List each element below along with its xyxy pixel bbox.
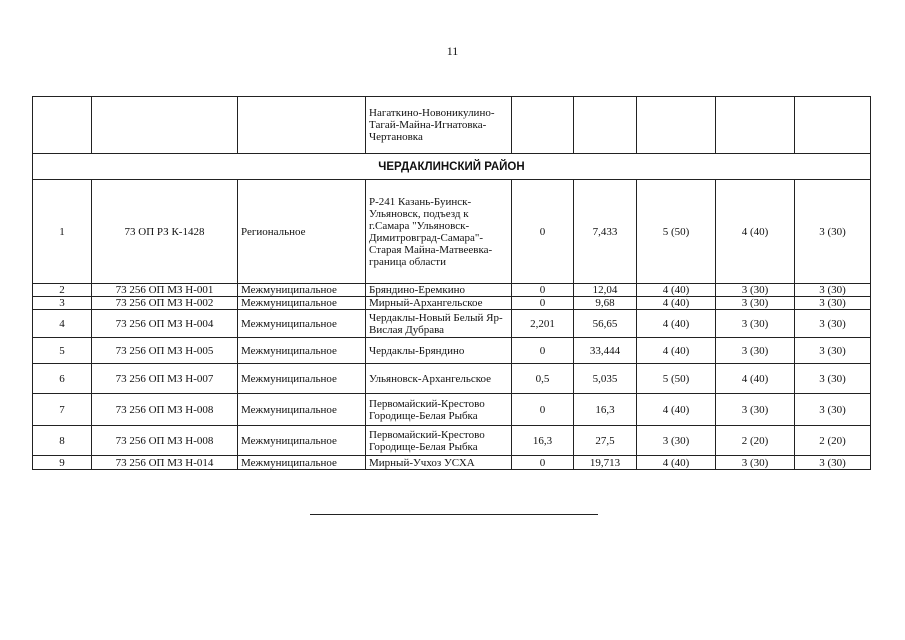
cell-value-2: 9,68 bbox=[574, 297, 637, 310]
cell-type: Межмуниципальное bbox=[238, 338, 366, 364]
cell-id: 73 256 ОП МЗ Н-005 bbox=[92, 338, 238, 364]
page-number: 11 bbox=[446, 44, 459, 58]
cell-value-1: 2,201 bbox=[512, 310, 574, 338]
table-row bbox=[33, 426, 871, 456]
cell-type: Межмуниципальное bbox=[238, 364, 366, 394]
cell-road-name: Чердаклы-Новый Белый Яр-Вислая Дубрава bbox=[366, 310, 512, 338]
cell-value-3 bbox=[637, 97, 716, 154]
cell-id: 73 256 ОП МЗ Н-007 bbox=[92, 364, 238, 394]
cell-id: 73 256 ОП МЗ Н-008 bbox=[92, 426, 238, 456]
table-row bbox=[33, 456, 871, 470]
cell-type bbox=[238, 97, 366, 154]
cell-value-4: 3 (30) bbox=[716, 394, 795, 426]
cell-value-4 bbox=[716, 97, 795, 154]
cell-type: Межмуниципальное bbox=[238, 297, 366, 310]
table-row bbox=[33, 338, 871, 364]
cell-value-4: 3 (30) bbox=[716, 297, 795, 310]
cell-value-2: 16,3 bbox=[574, 394, 637, 426]
cell-value-3: 5 (50) bbox=[637, 364, 716, 394]
cell-road-name: Бряндино-Еремкино bbox=[366, 284, 512, 297]
cell-value-5: 3 (30) bbox=[795, 180, 871, 284]
cell-value-4: 4 (40) bbox=[716, 180, 795, 284]
cell-id: 73 256 ОП МЗ Н-014 bbox=[92, 456, 238, 470]
table-row bbox=[33, 364, 871, 394]
cell-value-1: 0,5 bbox=[512, 364, 574, 394]
cell-type: Межмуниципальное bbox=[238, 456, 366, 470]
cell-value-1: 16,3 bbox=[512, 426, 574, 456]
cell-value-1: 0 bbox=[512, 394, 574, 426]
cell-road-name: Мирный-Архангельское bbox=[366, 297, 512, 310]
cell-num: 3 bbox=[33, 297, 92, 310]
cell-value-4: 3 (30) bbox=[716, 310, 795, 338]
cell-value-1: 0 bbox=[512, 180, 574, 284]
cell-num: 9 bbox=[33, 456, 92, 470]
cell-num: 7 bbox=[33, 394, 92, 426]
cell-num: 8 bbox=[33, 426, 92, 456]
cell-value-4: 3 (30) bbox=[716, 284, 795, 297]
cell-type: Межмуниципальное bbox=[238, 310, 366, 338]
section-title: ЧЕРДАКЛИНСКИЙ РАЙОН bbox=[33, 154, 871, 180]
cell-value-3: 4 (40) bbox=[637, 338, 716, 364]
table-body bbox=[33, 97, 871, 470]
cell-value-2: 56,65 bbox=[574, 310, 637, 338]
cell-value-1: 0 bbox=[512, 338, 574, 364]
cell-value-1: 0 bbox=[512, 284, 574, 297]
cell-value-4: 3 (30) bbox=[716, 338, 795, 364]
cell-road-name: Чердаклы-Бряндино bbox=[366, 338, 512, 364]
roads-table bbox=[32, 96, 871, 470]
cell-road-name: Нагаткино-Новоникулино-Тагай-Майна-Игнатовка-Чертановка bbox=[366, 97, 512, 154]
cell-num: 1 bbox=[33, 180, 92, 284]
cell-num: 5 bbox=[33, 338, 92, 364]
cell-value-5: 3 (30) bbox=[795, 394, 871, 426]
cell-id: 73 ОП РЗ К-1428 bbox=[92, 180, 238, 284]
cell-value-2: 7,433 bbox=[574, 180, 637, 284]
cell-value-2: 27,5 bbox=[574, 426, 637, 456]
cell-type: Межмуниципальное bbox=[238, 394, 366, 426]
cell-value-3: 5 (50) bbox=[637, 180, 716, 284]
carryover-row bbox=[33, 97, 871, 154]
table-row bbox=[33, 394, 871, 426]
cell-id: 73 256 ОП МЗ Н-001 bbox=[92, 284, 238, 297]
cell-value-2: 19,713 bbox=[574, 456, 637, 470]
cell-value-4: 2 (20) bbox=[716, 426, 795, 456]
cell-type: Региональное bbox=[238, 180, 366, 284]
cell-value-5: 3 (30) bbox=[795, 338, 871, 364]
cell-value-4: 4 (40) bbox=[716, 364, 795, 394]
bottom-divider bbox=[310, 514, 598, 515]
cell-value-5 bbox=[795, 97, 871, 154]
cell-value-2: 5,035 bbox=[574, 364, 637, 394]
cell-value-2 bbox=[574, 97, 637, 154]
cell-value-3: 4 (40) bbox=[637, 456, 716, 470]
cell-road-name: Р-241 Казань-Буинск-Ульяновск, подъезд к г.Самара "Ульяновск-Димитровград-Самара"-Старая Майна-Матвеевка-граница области bbox=[366, 180, 512, 284]
cell-value-5: 3 (30) bbox=[795, 284, 871, 297]
cell-value-5: 2 (20) bbox=[795, 426, 871, 456]
section-header-row bbox=[33, 154, 871, 180]
cell-value-2: 33,444 bbox=[574, 338, 637, 364]
cell-value-5: 3 (30) bbox=[795, 297, 871, 310]
table-row bbox=[33, 310, 871, 338]
cell-value-5: 3 (30) bbox=[795, 456, 871, 470]
table-row bbox=[33, 297, 871, 310]
table-row bbox=[33, 284, 871, 297]
cell-road-name: Первомайский-Крестово Городище-Белая Рыбка bbox=[366, 426, 512, 456]
cell-num: 2 bbox=[33, 284, 92, 297]
cell-id: 73 256 ОП МЗ Н-004 bbox=[92, 310, 238, 338]
cell-value-1 bbox=[512, 97, 574, 154]
roads-table-container bbox=[32, 96, 871, 470]
cell-value-3: 4 (40) bbox=[637, 394, 716, 426]
cell-value-5: 3 (30) bbox=[795, 310, 871, 338]
cell-value-3: 4 (40) bbox=[637, 284, 716, 297]
cell-value-3: 4 (40) bbox=[637, 310, 716, 338]
cell-road-name: Первомайский-Крестово Городище-Белая Рыбка bbox=[366, 394, 512, 426]
cell-id bbox=[92, 97, 238, 154]
cell-type: Межмуниципальное bbox=[238, 284, 366, 297]
cell-type: Межмуниципальное bbox=[238, 426, 366, 456]
cell-num: 6 bbox=[33, 364, 92, 394]
cell-value-4: 3 (30) bbox=[716, 456, 795, 470]
cell-id: 73 256 ОП МЗ Н-008 bbox=[92, 394, 238, 426]
cell-value-3: 3 (30) bbox=[637, 426, 716, 456]
cell-num: 4 bbox=[33, 310, 92, 338]
cell-value-3: 4 (40) bbox=[637, 297, 716, 310]
cell-num bbox=[33, 97, 92, 154]
cell-value-2: 12,04 bbox=[574, 284, 637, 297]
cell-value-1: 0 bbox=[512, 456, 574, 470]
table-row bbox=[33, 180, 871, 284]
cell-value-5: 3 (30) bbox=[795, 364, 871, 394]
cell-road-name: Мирный-Учхоз УСХА bbox=[366, 456, 512, 470]
cell-value-1: 0 bbox=[512, 297, 574, 310]
cell-id: 73 256 ОП МЗ Н-002 bbox=[92, 297, 238, 310]
cell-road-name: Ульяновск-Архангельское bbox=[366, 364, 512, 394]
